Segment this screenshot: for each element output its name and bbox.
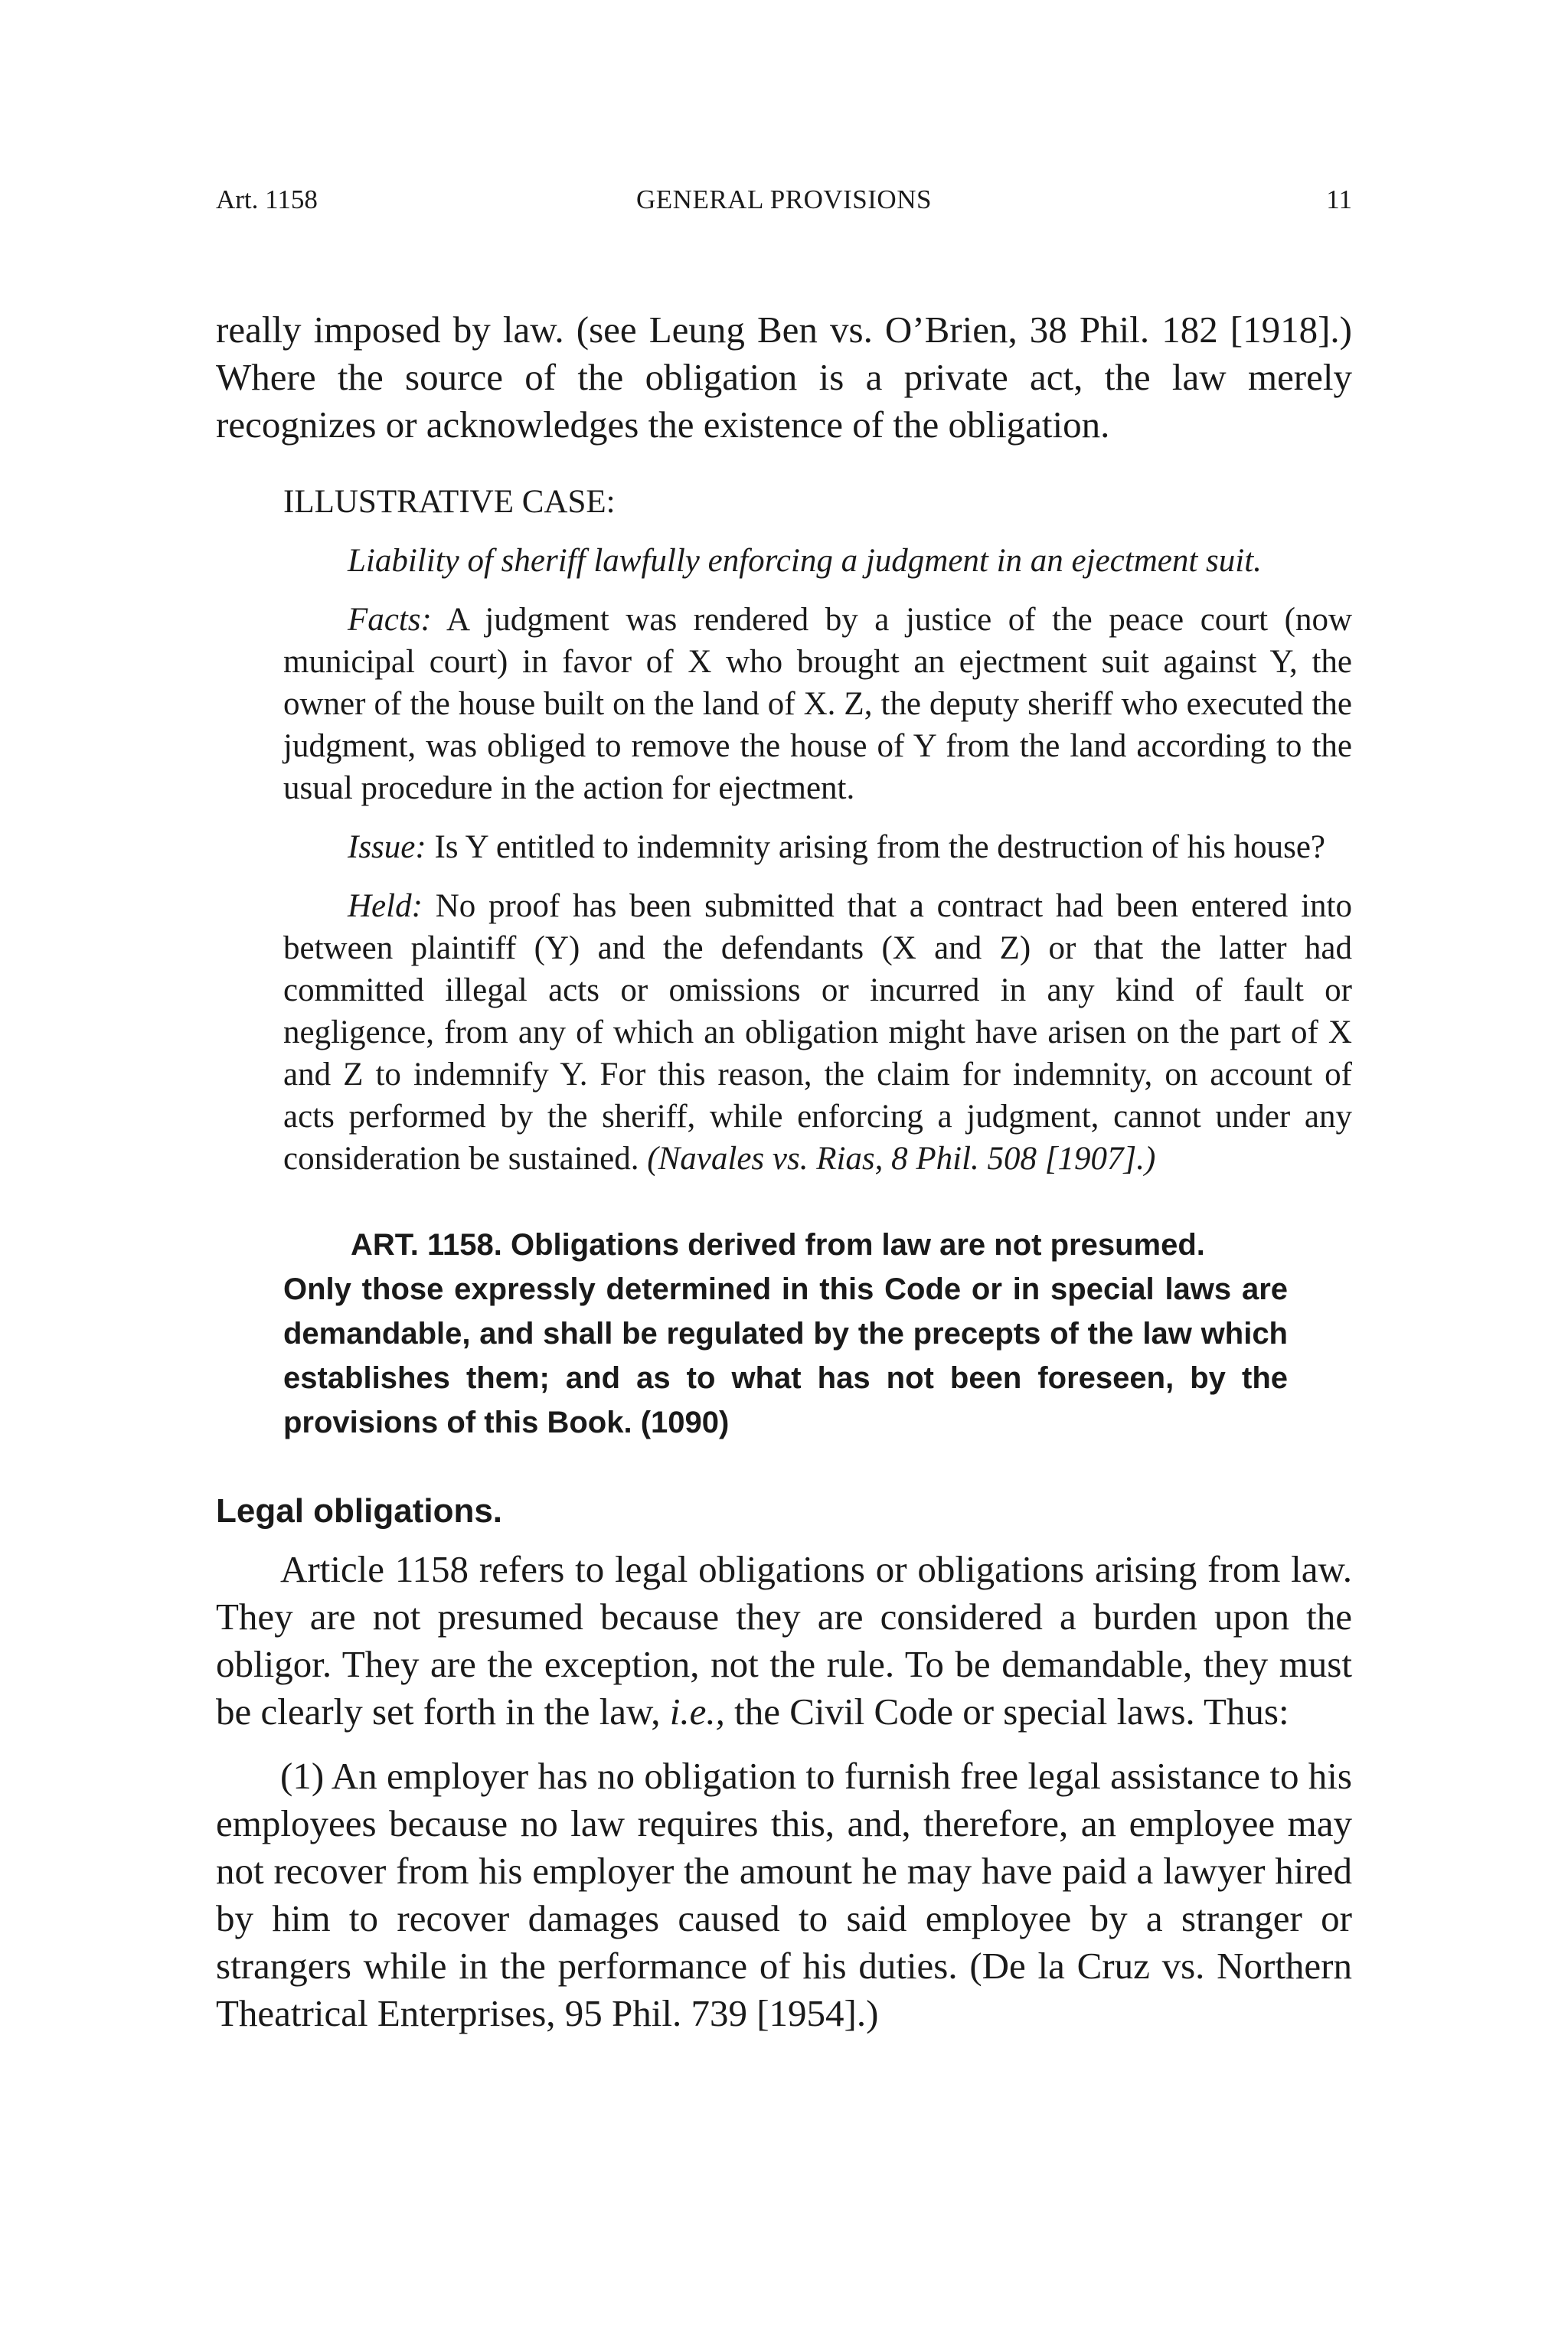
case-title: Liability of sheriff lawfully enforcing a judgment in an ejectment suit.	[348, 543, 1262, 579]
issue-text: Is Y entitled to indemnity arising from the destruction of his house?	[426, 829, 1326, 865]
case-held	[283, 885, 1352, 1180]
intro-paragraph: really imposed by law. (see Leung Ben vs. O’Brien, 38 Phil. 182 [1918].) Where the source of the obligation is a private act, the law merely recognizes or acknowledges the existence of the obligation.	[216, 309, 1352, 446]
section-paragraph-1	[216, 1546, 1352, 1736]
held-citation: (Navales vs. Rias, 8 Phil. 508 [1907].)	[647, 1141, 1156, 1177]
article-rest: Only those expressly determined in this Code or in special laws are demandable, and shall be regulated by the precepts of the law which establishes them; and as to what has not been foreseen, by the provisions of this Book. (1090)	[283, 1272, 1288, 1439]
para1-text-b: the Civil Code or special laws. Thus:	[724, 1690, 1289, 1733]
header-article-ref: Art. 1158	[216, 185, 318, 214]
article-first-line: ART. 1158. Obligations derived from law are not presumed.	[351, 1228, 1205, 1262]
para1-text-a: Article 1158 refers to legal obligations or obligations arising from law. They are not presumed because they are considered a burden upon the obligor. They are the exception, not the rule. To be demandable, they must be clearly set forth in the law,	[216, 1548, 1352, 1733]
para1-italic: i.e.,	[669, 1690, 725, 1733]
section-heading: Legal obligations.	[216, 1492, 503, 1530]
case-facts	[283, 599, 1352, 809]
facts-label: Facts:	[348, 602, 432, 638]
held-text: No proof has been submitted that a contract had been entered into between plaintiff (Y) and the defendants (X and Z) or that the latter had committed illegal acts or omissions or incurred in any kind of fault or negligence, from any of which an obligation might have arisen on the part of X and Z to indemnify Y. For this reason, the claim for indemnity, on account of acts performed by the sheriff, while enforcing a judgment, cannot under any consideration be sustained.	[283, 888, 1352, 1177]
case-issue	[283, 826, 1352, 868]
issue-label: Issue:	[348, 829, 426, 865]
held-label: Held:	[348, 888, 423, 924]
page-number: 11	[1326, 185, 1352, 214]
facts-text: A judgment was rendered by a justice of the peace court (now municipal court) in favor of X who brought an ejectment suit against Y, the owner of the house built on the land of X. Z, the deputy sheriff who executed the judgment, was obliged to remove the house of Y from the land according to the usual procedure in the action for ejectment.	[283, 602, 1352, 806]
case-label: ILLUSTRATIVE CASE:	[283, 484, 616, 520]
page-body	[216, 306, 1352, 2037]
section-paragraph-2: (1) An employer has no obligation to furnish free legal assistance to his employees because no law requires this, and, therefore, an employee may not recover from his employer the amount he may have paid a lawyer hired by him to recover damages caused to said employee by a stranger or strangers while in the performance of his duties. (De la Cruz vs. Northern Theatrical Enterprises, 95 Phil. 739 [1954].)	[216, 1755, 1352, 2034]
running-header	[216, 181, 1352, 219]
header-chapter-title: GENERAL PROVISIONS	[636, 185, 932, 214]
article-1158-text	[283, 1223, 1352, 1445]
illustrative-case	[216, 481, 1352, 1180]
